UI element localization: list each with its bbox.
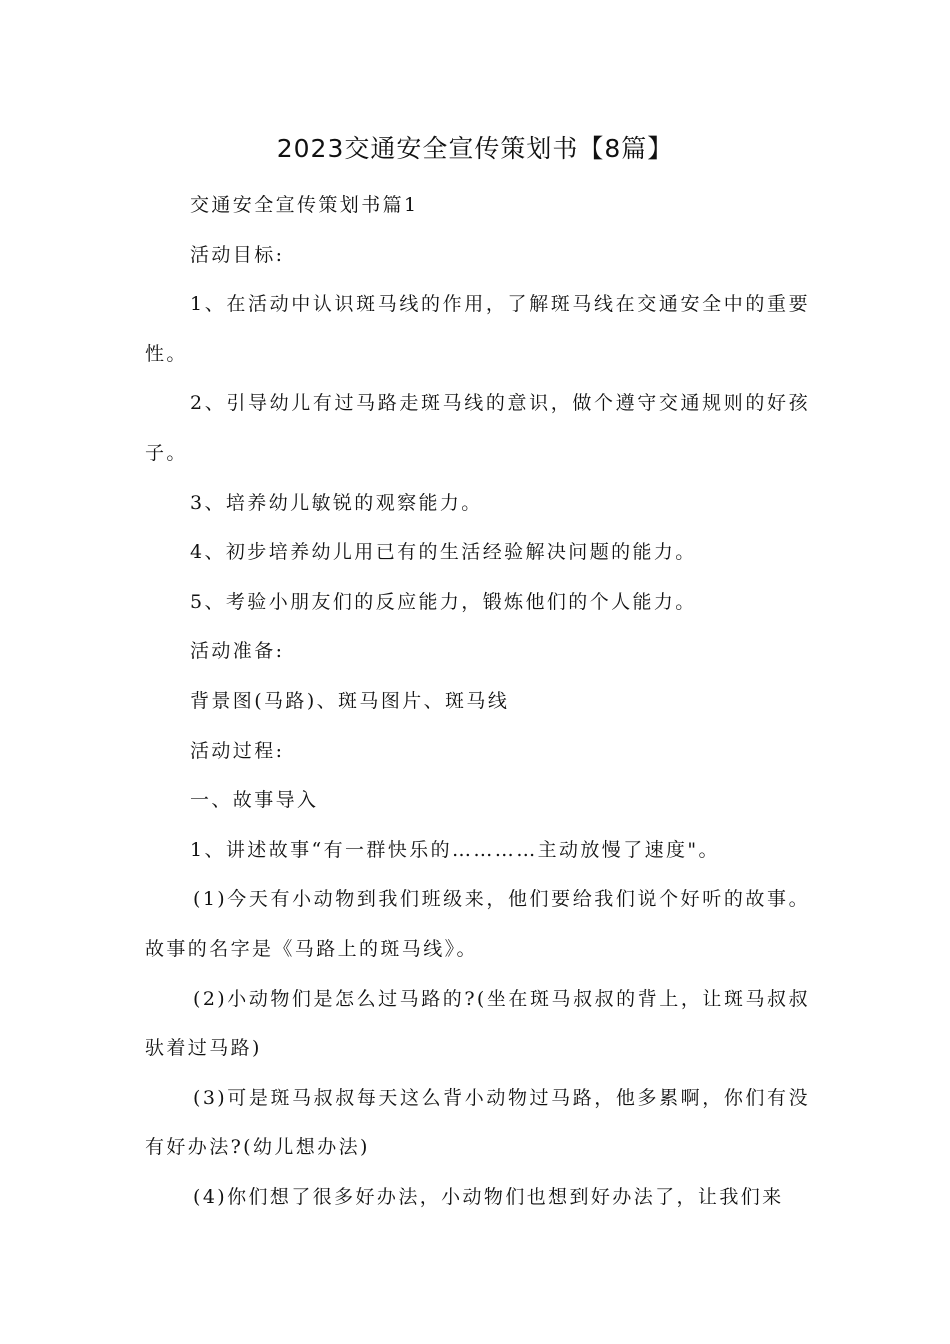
- paragraph: 1、讲述故事“有一群快乐的…………主动放慢了速度"。: [190, 838, 720, 861]
- paragraph: 活动准备:: [190, 640, 285, 663]
- paragraph: 5、考验小朋友们的反应能力，锻炼他们的个人能力。: [190, 590, 697, 613]
- paragraph: 4、初步培养幼儿用已有的生活经验解决问题的能力。: [190, 541, 697, 564]
- paragraph: (3)可是斑马叔叔每天这么背小动物过马路，他多累啊，你们有没有好办法?(幼儿想办法): [145, 1086, 810, 1159]
- paragraph: 一、故事导入: [190, 789, 319, 812]
- paragraph: (1)今天有小动物到我们班级来，他们要给我们说个好听的故事。故事的名字是《马路上的斑马线》。: [145, 888, 810, 960]
- paragraph: 2、引导幼儿有过马路走斑马线的意识，做个遵守交通规则的好孩子。: [145, 392, 810, 464]
- document-body: [145, 181, 810, 1222]
- paragraph: 背景图(马路)、斑马图片、斑马线: [190, 689, 510, 712]
- paragraph: (2)小动物们是怎么过马路的?(坐在斑马叔叔的背上，让斑马叔叔驮着过马路): [145, 987, 810, 1060]
- paragraph: 1、在活动中认识斑马线的作用，了解斑马线在交通安全中的重要性。: [145, 293, 810, 365]
- paragraph: (4)你们想了很多好办法，小动物们也想到好办法了，让我们来: [193, 1185, 784, 1208]
- paragraph: 活动过程:: [190, 739, 285, 762]
- section-heading: 交通安全宣传策划书篇1: [190, 194, 419, 216]
- paragraph: 3、培养幼儿敏锐的观察能力。: [190, 491, 483, 514]
- paragraph: 活动目标:: [190, 243, 285, 266]
- document-title: 2023交通安全宣传策划书【8篇】: [276, 134, 674, 163]
